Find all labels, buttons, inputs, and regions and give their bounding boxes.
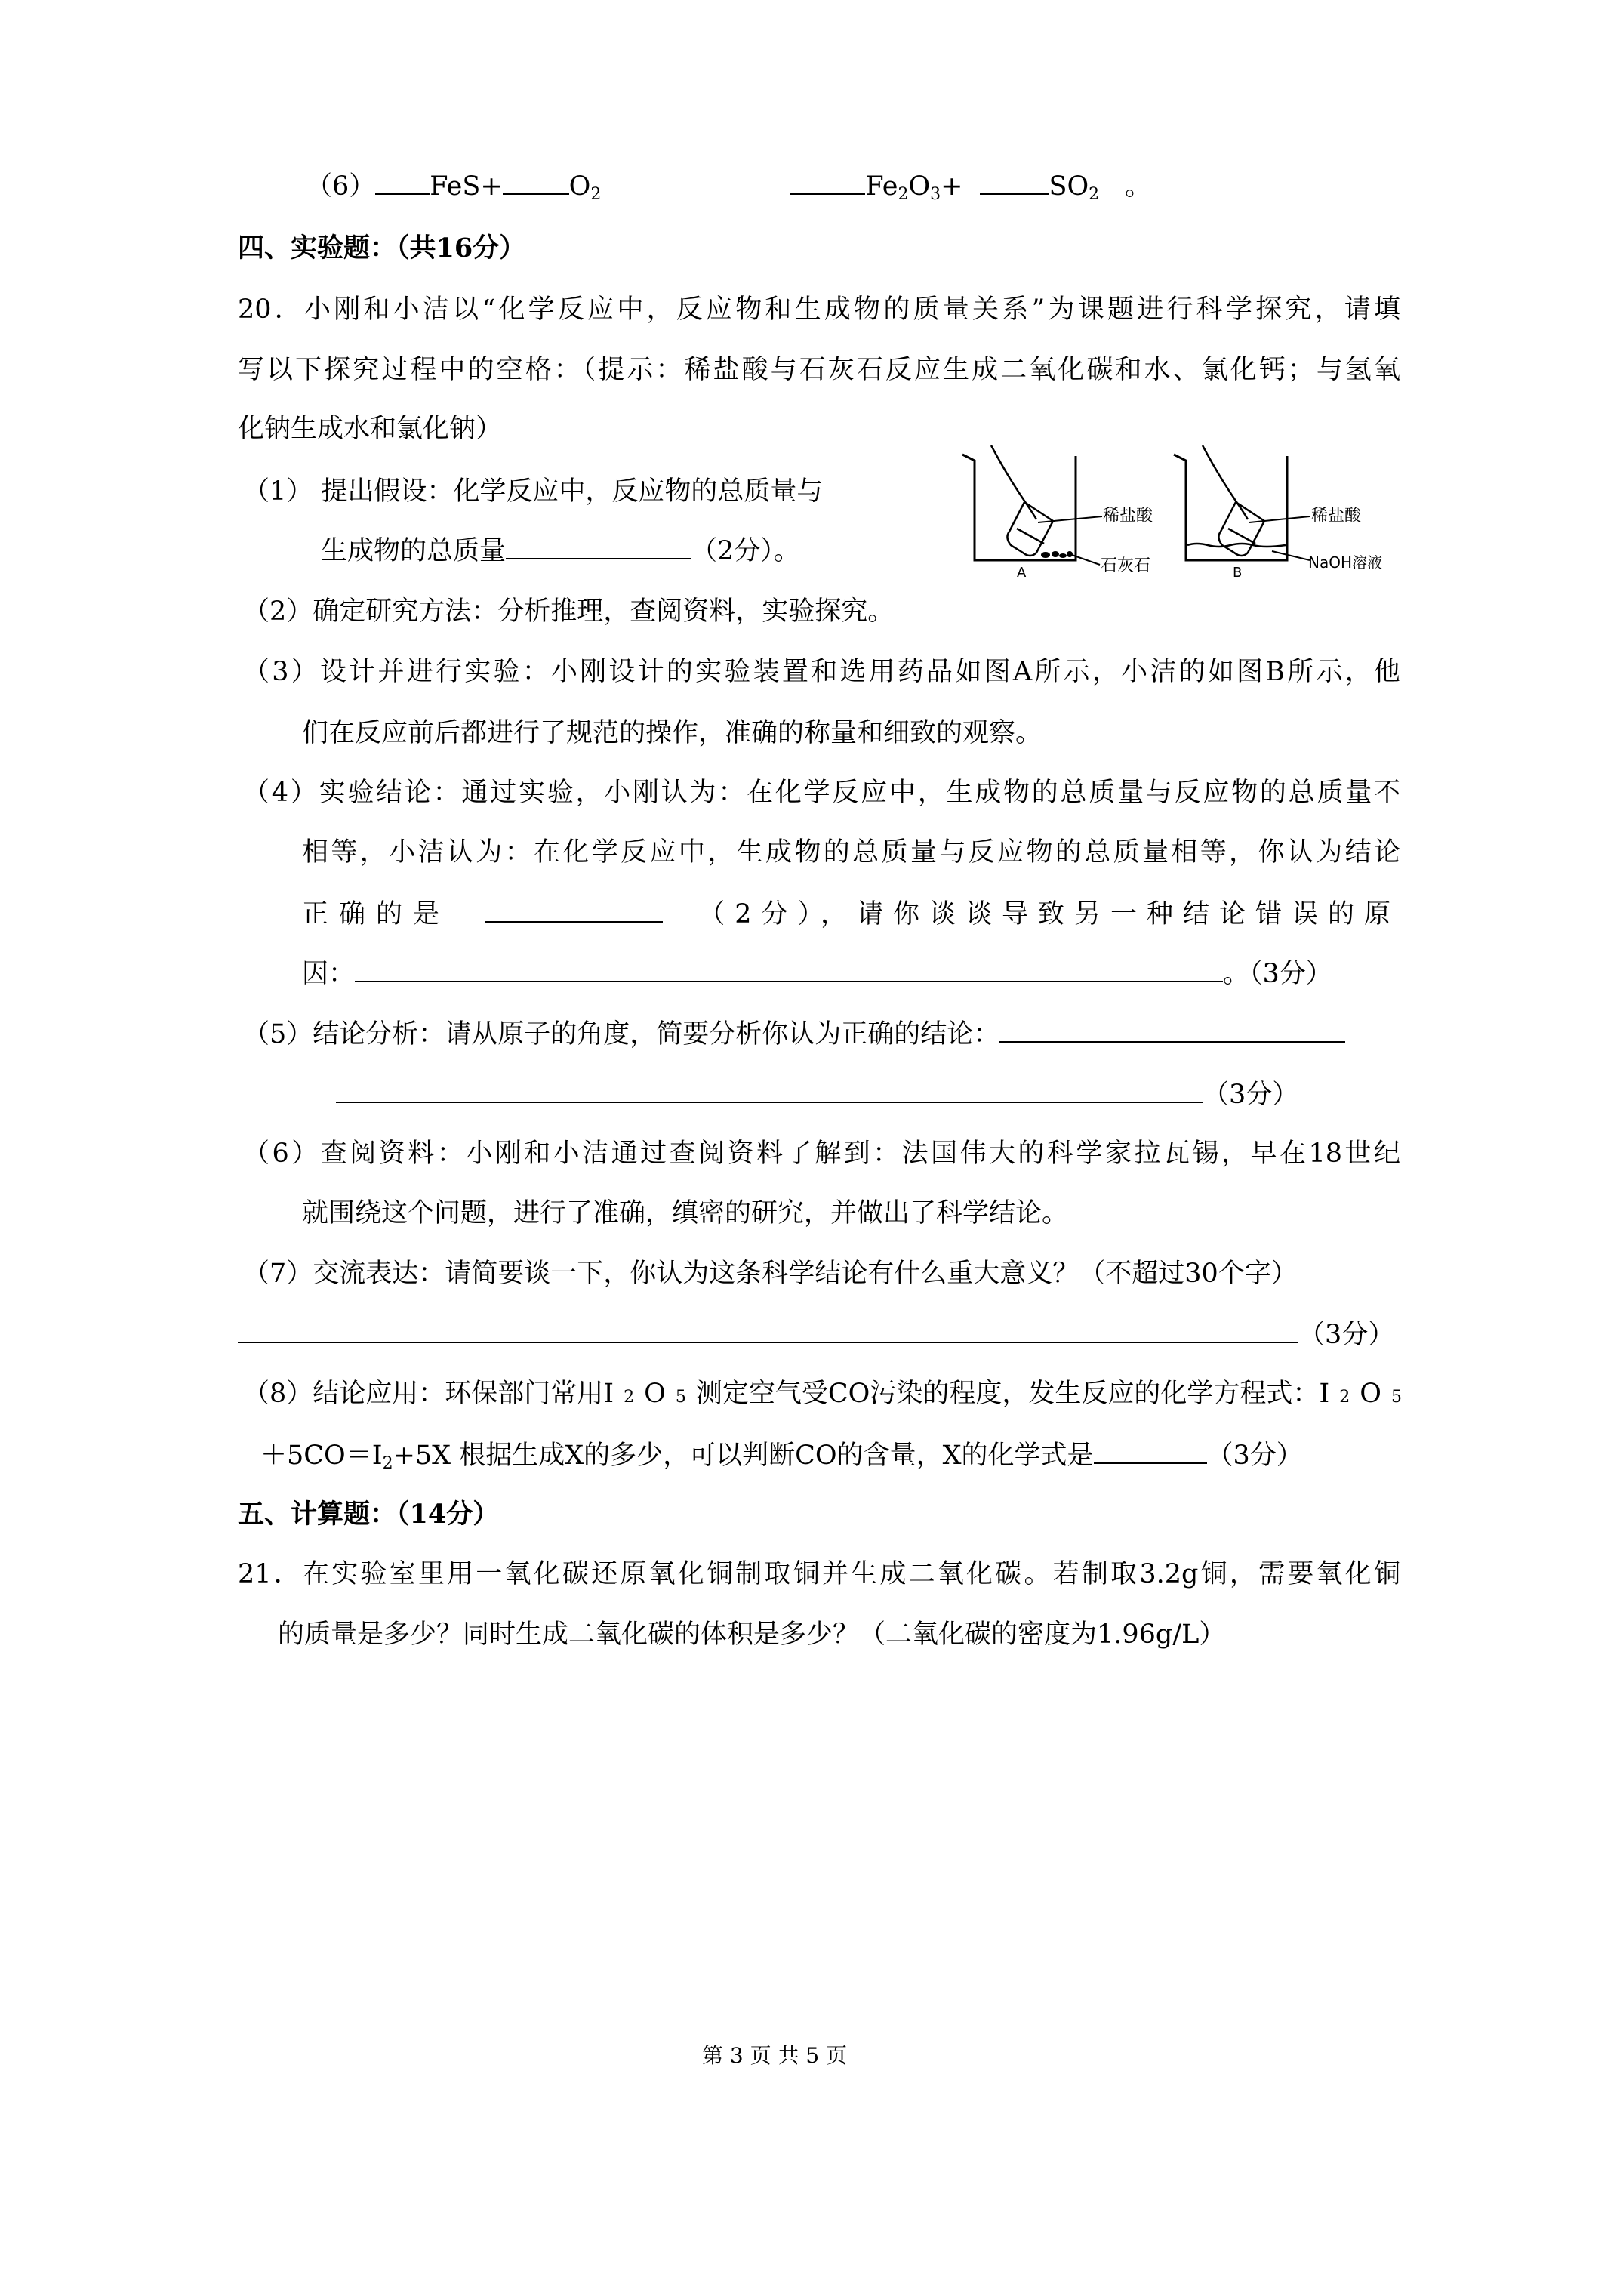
coef-blank-so2 — [980, 168, 1049, 195]
q20-intro-line-3: 化钠生成水和氯化钠） — [238, 414, 503, 444]
beaker-a — [962, 455, 1076, 560]
equation-number: （6） — [306, 171, 376, 202]
stones-a — [1041, 551, 1073, 558]
formula-fe2o3: $Fe_2O_3+$ — [865, 171, 963, 204]
q21-line-2: 的质量是多少？同时生成二氧化碳的体积是多少？（二氧化碳的密度为1.96g/L） — [278, 1620, 1226, 1650]
leader-b-naoh — [1272, 551, 1310, 560]
q20-step-8b: $+5CO=I_2+5X$ 根据生成X的多少，可以判断CO的含量，X的化学式是 （3分） — [260, 1437, 1303, 1481]
q20-step-1b: 生成物的总质量 （2分）。 — [321, 532, 800, 569]
section-4-title: 四、实验题：（共16分） — [238, 233, 526, 264]
answer-blank-5-line-1 — [999, 1015, 1345, 1043]
formula-o2: $O_2$ — [568, 171, 602, 204]
q20-step-4a: （4）实验结论：通过实验，小刚认为：在化学反应中，生成物的总质量与反应物的总质量不 — [243, 778, 1400, 808]
answer-blank-1 — [506, 532, 691, 559]
answer-blank-5-line-2 — [336, 1076, 1203, 1103]
formula-fes: FeS+ — [430, 171, 503, 202]
q20-intro-line-1: 20．小刚和小洁以“化学反应中，反应物和生成物的质量关系”为课题进行科学探究，请填 — [238, 294, 1400, 325]
coef-blank-o2 — [503, 168, 569, 195]
answer-blank-7 — [238, 1316, 1298, 1343]
q20-step-7a: （7）交流表达：请简要谈一下，你认为这条科学结论有什么重大意义？（不超过30个字） — [243, 1259, 1298, 1289]
q20-step-6a: （6）查阅资料：小刚和小洁通过查阅资料了解到：法国伟大的科学家拉瓦锡，早在18世纪 — [243, 1139, 1400, 1169]
answer-blank-4-reason — [355, 955, 1223, 982]
label-a-acid: 稀盐酸 — [1103, 507, 1153, 525]
label-b-naoh: NaOH溶液 — [1308, 553, 1382, 572]
coef-blank-fe2o3 — [790, 168, 865, 195]
q20-step-3a: （3）设计并进行实验：小刚设计的实验装置和选用药品如图A所示，小洁的如图B所示，他 — [243, 657, 1400, 687]
q20-step-1a: （1） 提出假设：化学反应中，反应物的总质量与 — [243, 476, 824, 507]
coef-blank-fes — [375, 168, 430, 195]
label-a: A — [1017, 565, 1027, 578]
test-tube-b — [1187, 445, 1286, 556]
q20-step-3b: 们在反应前后都进行了规范的操作，准确的称量和细致的观察。 — [302, 718, 1042, 748]
q21-line-1: 21．在实验室里用一氧化碳还原氧化铜制取铜并生成二氧化碳。若制取3.2g铜，需要氧化铜 — [238, 1559, 1400, 1589]
q20-step-4d: 因： 。（3分） — [302, 955, 1332, 991]
q20-intro-line-2: 写以下探究过程中的空格：（提示：稀盐酸与石灰石反应生成二氧化碳和水、氯化钙；与氢氧 — [238, 355, 1400, 385]
q20-step-4b: 相等，小洁认为：在化学反应中，生成物的总质量与反应物的总质量相等，你认为结论 — [302, 837, 1400, 868]
formula-so2: $SO_2$ — [1049, 171, 1100, 204]
q20-step-7b: （3分） — [238, 1316, 1394, 1352]
answer-blank-4-correct — [485, 895, 663, 923]
label-b: B — [1233, 565, 1243, 578]
q20-step-6b: 就围绕这个问题，进行了准确，缜密的研究，并做出了科学结论。 — [302, 1198, 1069, 1228]
experiment-figure — [947, 438, 1400, 578]
equation-6: （6） $FeS+ O_2$ $Fe_2O_3+ SO_2$ 。 — [306, 168, 1151, 212]
q20-step-5a: （5）结论分析：请从原子的角度，简要分析你认为正确的结论： — [243, 1015, 1345, 1052]
q20-step-8a: （8）结论应用：环保部门常用I 2 O 5 测定空气受CO污染的程度，发生反应的化学方程式：I 2 O 5 — [243, 1379, 1402, 1409]
q20-step-4c: 正确的是 （2分），请你谈谈导致另一种结论错误的原 — [302, 895, 1400, 932]
q20-step-2: （2）确定研究方法：分析推理，查阅资料，实验探究。 — [243, 596, 895, 627]
section-5-title: 五、计算题：（14分） — [238, 1499, 500, 1530]
label-b-acid: 稀盐酸 — [1311, 507, 1362, 525]
page-footer: 第 3 页 共 5 页 — [702, 2043, 848, 2068]
test-tube-a — [991, 445, 1053, 556]
q20-step-5b: （3分） — [336, 1076, 1298, 1112]
answer-blank-8 — [1094, 1437, 1207, 1464]
label-a-stone: 石灰石 — [1101, 556, 1151, 575]
